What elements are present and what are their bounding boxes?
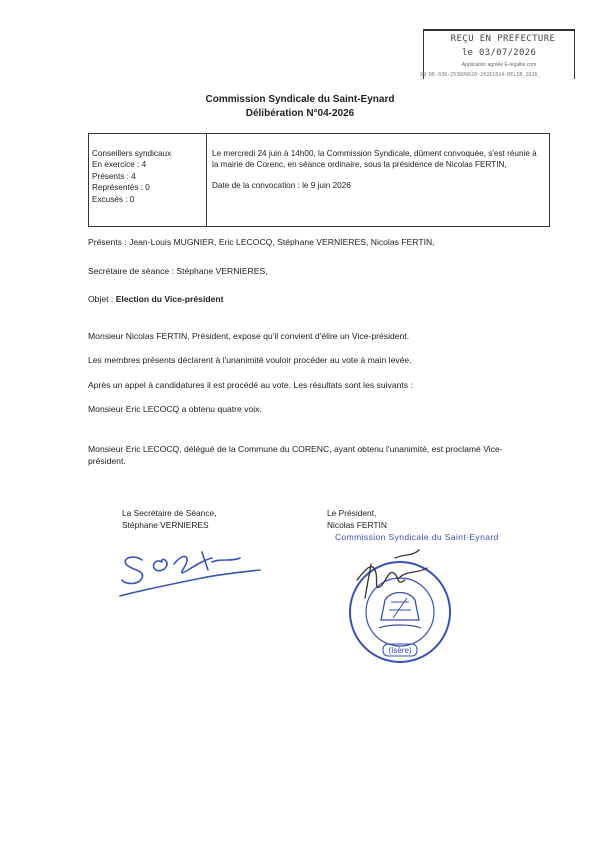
stamp-date: le 03/07/2026 — [461, 48, 537, 58]
count-presents: Présents : 4 — [92, 171, 136, 181]
count-excuses: Excusés : 0 — [92, 194, 135, 204]
councillors-column — [89, 134, 207, 226]
stamp-reference: 99_DE-038-253809620-20261024-DELIB_2026_ — [420, 72, 541, 78]
deliberation-number: Délibération N°04-2026 — [245, 108, 355, 119]
object-line — [88, 294, 558, 306]
secretary-signature-block — [122, 508, 217, 531]
presents-line: Présents : Jean-Louis MUGNIER, Eric LECOCQ, Stéphane VERNIERES, Nicolas FERTIN, — [88, 237, 435, 247]
president-title: Le Président, — [327, 508, 377, 518]
paragraph-vote-method: Les membres présents déclarent à l'unanimité vouloir procéder au vote à main levée. — [88, 355, 412, 365]
paragraph-results-intro: Après un appel à candidatures il est procédé au vote. Les résultats sont les suivants : — [88, 380, 413, 390]
stamp-received-label: REÇU EN PREFECTURE — [450, 34, 556, 44]
paragraph-proclamation: Monsieur Eric LECOCQ, délégué de la Commune du CORENC, ayant obtenu l'unanimité, est proclamé Vice-président. — [88, 444, 503, 466]
councillors-heading: Conseillers syndicaux — [92, 149, 172, 158]
convocation-date: Date de la convocation : le 9 juin 2026 — [212, 180, 351, 190]
count-representes: Représentés : 0 — [92, 183, 150, 193]
seal-bottom-text: (Isère) — [388, 646, 412, 655]
meeting-description: Le mercredi 24 juin à 14h00, la Commission Syndicale, dûment convoquée, s'est réunie à la mairie de Corenc, en séance ordinaire, sous la présidence de Nicolas FERTIN, — [212, 149, 537, 170]
paragraph-result: Monsieur Eric LECOCQ a obtenu quatre voix. — [88, 404, 262, 414]
secretary-name: Stéphane VERNIERES — [122, 519, 209, 530]
meeting-column — [207, 134, 549, 226]
document-header — [0, 93, 600, 121]
president-signature-block — [327, 508, 387, 531]
count-exercice: En exercice : 4 — [92, 160, 147, 170]
object-label: Objet : — [88, 294, 116, 304]
seal-outer-text: Commission Syndicale du Saint-Eynard — [335, 532, 499, 542]
session-info-table — [88, 133, 550, 227]
stamp-application: Application agréée E-legalite.com — [461, 62, 537, 68]
paragraph-expose: Monsieur Nicolas FERTIN, Président, expose qu'il convient d'élire un Vice-président. — [88, 331, 410, 341]
secretary-title: La Secrétaire de Séance, — [122, 508, 217, 518]
secretary-line: Secrétaire de séance : Stéphane VERNIERES, — [88, 266, 268, 276]
document-title: Commission Syndicale du Saint-Eynard — [205, 94, 395, 105]
commission-seal — [335, 532, 499, 665]
object-value: Election du Vice-président — [115, 294, 224, 304]
secretary-handwritten-signature — [112, 540, 272, 600]
president-name: Nicolas FERTIN — [327, 519, 387, 530]
